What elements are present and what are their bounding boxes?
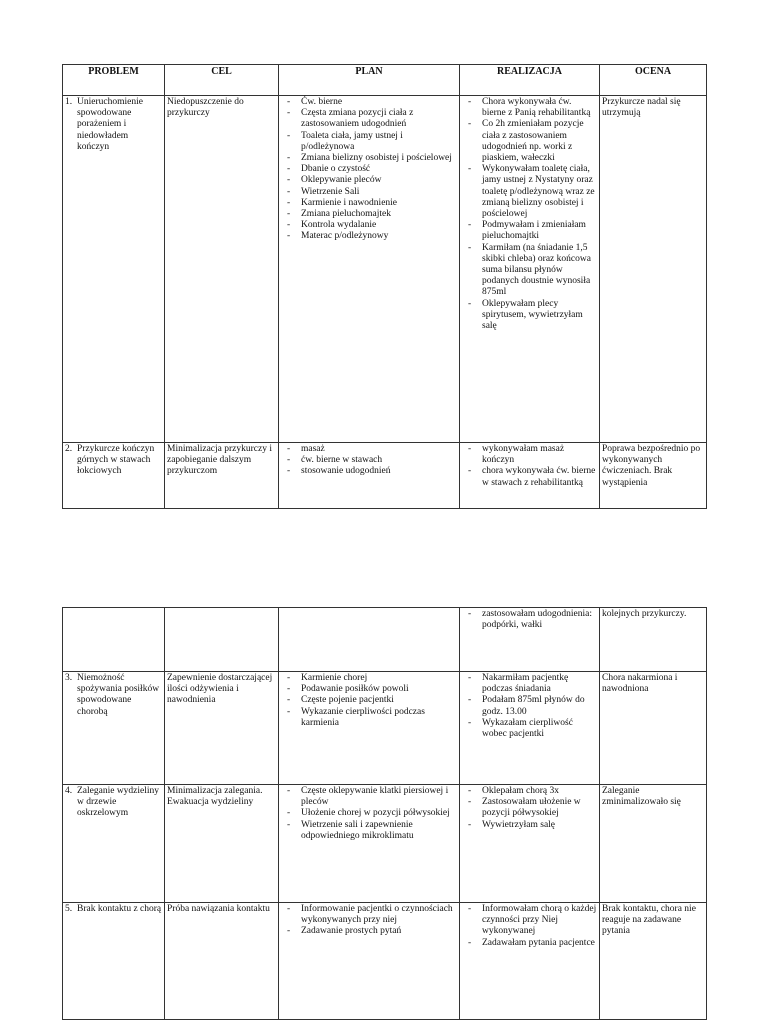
realizacja-list [462, 444, 597, 489]
problem-cell [63, 608, 165, 672]
realizacja-list [462, 97, 597, 332]
list-item: - chora wykonywała ćw. bierne w stawach z rehabilitantką [462, 466, 597, 488]
list-item: - Oklepywałam plecy spirytusem, wywietrzyłam salę [462, 299, 597, 333]
list-item: - Zmiana bielizny osobistej i pościelowej [281, 153, 457, 164]
problem-text: Zaleganie wydzieliny w drzewie oskrzelowym [77, 786, 160, 819]
header-cel: CEL [165, 65, 279, 96]
header-row [63, 65, 707, 96]
list-item: - Zadawałam pytania pacjentce [462, 938, 597, 949]
ocena-cell: kolejnych przykurczy. [600, 608, 707, 672]
cel-cell [165, 608, 279, 672]
ocena-cell: Poprawa bezpośrednio po wykonywanych ćwiczeniach. Brak wystąpienia [600, 443, 707, 509]
list-item: - Częsta zmiana pozycji ciała z zastosowaniem udogodnień [281, 108, 457, 130]
problem-text: Przykurcze kończyn górnych w stawach łokciowych [77, 444, 155, 477]
row-number: 3. [65, 673, 73, 683]
plan-cell [279, 443, 460, 509]
problem-text: Brak kontaktu z chorą [77, 904, 162, 914]
table-row [63, 96, 707, 443]
list-item: - Nakarmiłam pacjentkę podczas śniadania [462, 673, 597, 695]
ocena-cell: Brak kontaktu, chora nie reaguje na zadawane pytania [600, 903, 707, 1020]
list-item: - Informowałam chorą o każdej czynności przy Niej wykonywanej [462, 904, 597, 938]
list-item: - Oklepałam chorą 3x [462, 786, 597, 797]
list-item: - Wietrzenie sali i zapewnienie odpowiedniego mikroklimatu [281, 820, 457, 842]
list-item: - Podmywałam i zmieniałam pieluchomajtki [462, 220, 597, 242]
realizacja-list [462, 904, 597, 949]
list-item: - zastosowałam udogodnienia: podpórki, wałki [462, 609, 597, 631]
list-item: - Karmienie i nawodnienie [281, 198, 457, 209]
table-row [63, 608, 707, 672]
list-item: - Wykazanie cierpliwości podczas karmienia [281, 707, 457, 729]
row-number: 5. [65, 904, 73, 914]
plan-cell [279, 785, 460, 903]
table-row [63, 785, 707, 903]
list-item: - Zastosowałam ułożenie w pozycji półwysokiej [462, 797, 597, 819]
cel-cell: Minimalizacja zalegania. Ewakuacja wydzieliny [165, 785, 279, 903]
care-plan-table-page-1 [62, 64, 707, 509]
plan-cell [279, 608, 460, 672]
header-problem: PROBLEM [63, 65, 165, 96]
list-item: - Karmiłam (na śniadanie 1,5 skibki chleba) oraz końcowa suma bilansu płynów podanych doustnie wynosiła 875ml [462, 243, 597, 299]
realizacja-cell [460, 903, 600, 1020]
problem-cell [63, 672, 165, 785]
header-ocena: OCENA [600, 65, 707, 96]
plan-list [281, 444, 457, 478]
list-item: - Wykazałam cierpliwość wobec pacjentki [462, 718, 597, 740]
list-item: - Ułożenie chorej w pozycji półwysokiej [281, 808, 457, 819]
list-item: - Wietrzenie Sali [281, 187, 457, 198]
list-item: - Zmiana pieluchomajtek [281, 209, 457, 220]
problem-text: Niemożność spożywania posiłków spowodowane chorobą [77, 673, 160, 717]
ocena-cell: Chora nakarmiona i nawodniona [600, 672, 707, 785]
table-row [63, 903, 707, 1020]
list-item: - stosowanie udogodnień [281, 466, 457, 477]
cel-cell: Zapewnienie dostarczającej ilości odżywienia i nawodnienia [165, 672, 279, 785]
list-item: - Co 2h zmieniałam pozycje ciała z zastosowaniem udogodnień np. worki z piaskiem, wałeczki [462, 119, 597, 164]
row-number: 2. [65, 444, 73, 454]
list-item: - Chora wykonywała ćw. bierne z Panią rehabilitantką [462, 97, 597, 119]
list-item: - Oklepywanie pleców [281, 175, 457, 186]
problem-cell [63, 96, 165, 443]
plan-cell [279, 903, 460, 1020]
list-item: - ćw. bierne w stawach [281, 455, 457, 466]
list-item: - masaż [281, 444, 457, 455]
realizacja-list [462, 609, 597, 631]
list-item: - Informowanie pacjentki o czynnościach wykonywanych przy niej [281, 904, 457, 926]
plan-cell [279, 96, 460, 443]
list-item: - Dbanie o czystość [281, 164, 457, 175]
list-item: - Toaleta ciała, jamy ustnej i p/odleżynowa [281, 131, 457, 153]
list-item: - Częste pojenie pacjentki [281, 695, 457, 706]
list-item: - Podawanie posiłków powoli [281, 684, 457, 695]
ocena-cell: Przykurcze nadal się utrzymują [600, 96, 707, 443]
list-item: - Wykonywałam toaletę ciała, jamy ustnej z Nystatyny oraz toaletę p/odleżynową wraz ze zmianą bielizny osobistej i pościelowej [462, 164, 597, 220]
row-number: 1. [65, 97, 73, 107]
table-row [63, 672, 707, 785]
header-plan: PLAN [279, 65, 460, 96]
list-item: - Karmienie chorej [281, 673, 457, 684]
realizacja-cell [460, 785, 600, 903]
cel-cell: Minimalizacja przykurczy i zapobieganie dalszym przykurczom [165, 443, 279, 509]
realizacja-list [462, 786, 597, 831]
plan-list [281, 97, 457, 243]
realizacja-cell [460, 608, 600, 672]
list-item: - Zadawanie prostych pytań [281, 926, 457, 937]
problem-cell [63, 903, 165, 1020]
cel-cell: Próba nawiązania kontaktu [165, 903, 279, 1020]
list-item: - Materac p/odleżynowy [281, 231, 457, 242]
list-item: - Ćw. bierne [281, 97, 457, 108]
care-plan-table-page-2 [62, 607, 707, 1020]
list-item: - Częste oklepywanie klatki piersiowej i pleców [281, 786, 457, 808]
cel-cell: Niedopuszczenie do przykurczy [165, 96, 279, 443]
header-realizacja: REALIZACJA [460, 65, 600, 96]
row-number: 4. [65, 786, 73, 796]
realizacja-cell [460, 443, 600, 509]
realizacja-cell [460, 96, 600, 443]
realizacja-list [462, 673, 597, 740]
list-item: - Podałam 875ml płynów do godz. 13.00 [462, 695, 597, 717]
list-item: - wykonywałam masaż kończyn [462, 444, 597, 466]
plan-list [281, 904, 457, 938]
plan-cell [279, 672, 460, 785]
plan-list [281, 673, 457, 729]
plan-list [281, 786, 457, 842]
problem-cell [63, 785, 165, 903]
realizacja-cell [460, 672, 600, 785]
problem-text: Unieruchomienie spowodowane porażeniem i niedowładem kończyn [77, 97, 143, 152]
problem-cell [63, 443, 165, 509]
list-item: - Wywietrzyłam salę [462, 820, 597, 831]
ocena-cell: Zaleganie zminimalizowało się [600, 785, 707, 903]
list-item: - Kontrola wydalanie [281, 220, 457, 231]
table-row [63, 443, 707, 509]
